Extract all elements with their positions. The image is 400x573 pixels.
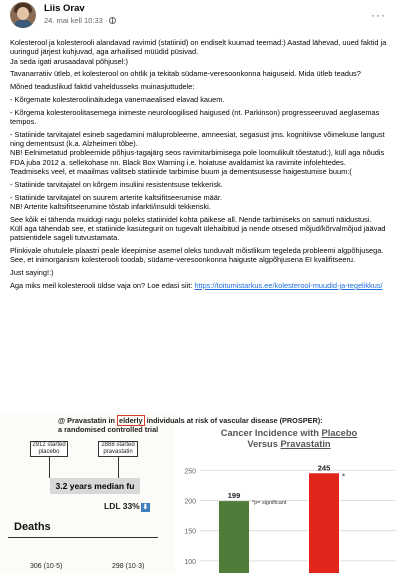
divider bbox=[8, 537, 158, 538]
pravastatin-box: 2888 started pravastatin bbox=[98, 441, 138, 457]
cancer-chart-panel bbox=[178, 425, 400, 573]
median-followup: 3.2 years median fu bbox=[50, 478, 140, 494]
paragraph: See kõik ei tähenda muidugi nagu poleks statiinidel kohta päikese all. Nende tarbimiseks on samuti näidustusi. Küll aga tähendab see, et statiinide kasutegurit on tugevalt ülehaibitud ja nende otsesed mõjud/kõrvalmõjud jäävad patsientidele sageli tutvustamata. bbox=[10, 214, 386, 243]
paragraph: - Kõrgemate kolesteroolinäitudega vanemaealised elavad kauem. bbox=[10, 94, 225, 104]
paragraph: - Statiinide tarvitajatel esineb sagedamini mäluprobleeme, amneesiat, segasust jms. kognitiivse võimekuse langust ning dementsust (k.a. Alzheimeri tõbe). NB! Eelnimetatud probleemide põhjus-tagajärg seos ravimitarbimisega pole loomulikult tõestatud:), küll aga nõudis FDA juba 2012 a. sellekohase nn. Black Box Warning i.e. hoiatuse avaldamist ka ravimite infolehtedes. Teadmiseks veel, et maailmas valitseb statiinide tarbimise buum ja dementsusesse haigestumise buum:( bbox=[10, 129, 385, 177]
deaths-placebo: 306 (10·5) bbox=[30, 563, 63, 570]
significance-note: *p= significant bbox=[252, 500, 287, 507]
connector-line bbox=[49, 457, 50, 478]
deaths-pravastatin: 298 (10·3) bbox=[112, 563, 145, 570]
link-prefix: Aga miks meil kolesterooli üldse vaja on? Loe edasi siit: bbox=[10, 281, 195, 291]
y-tick-label: 100 bbox=[184, 558, 196, 566]
placebo-box: 2912 started placebo bbox=[30, 441, 68, 457]
study-title-prefix: @ Pravastatin in bbox=[58, 416, 118, 425]
chart-title-pravastatin: Pravastatin bbox=[280, 439, 331, 449]
article-link[interactable]: https://toitumistarkus.ee/kolesterool-muudid-ja-tegelikkus/ bbox=[194, 281, 383, 291]
ldl-label: LDL 33% bbox=[104, 501, 140, 511]
significance-mark: * bbox=[342, 472, 346, 482]
paragraph: Just saying!:) bbox=[10, 268, 54, 278]
post-header bbox=[10, 2, 390, 32]
paragraph: Mõned teaduslikud faktid vaheldusseks muinasjuttudele: bbox=[10, 82, 195, 92]
more-options-icon[interactable]: ··· bbox=[371, 8, 386, 22]
meta-separator: · bbox=[104, 16, 108, 25]
paragraph: Plinkivale ohutulele plaastri peale kleepimise asemel oleks tunduvalt mõistlikum tegeleda probleemi algpõhjusega. See, et inimorganism kolesterooli toodab, südame-veresoonkonna haiguste algpõhjusena EI kvalifitseeru. bbox=[10, 246, 384, 265]
y-tick-label: 200 bbox=[184, 498, 196, 506]
deaths-label: Deaths bbox=[14, 521, 51, 533]
study-title-rest: individuals at risk of vascular disease (PROSPER): a randomised controlled trial bbox=[58, 416, 323, 434]
chart-title-placebo: Placebo bbox=[321, 428, 358, 438]
paragraph: - Kõrgema kolesteroolitasemega inimeste neuroloogilised haigused (nt. Parkinson) progresseeruvad aeglasemas tempos. bbox=[10, 107, 380, 127]
ldl-reduction bbox=[104, 501, 150, 512]
bar-pravastatin bbox=[309, 473, 339, 573]
study-title-highlight: elderly bbox=[119, 416, 143, 425]
paragraph: Kolesterool ja kolesterooli alandavad ravimid (statiinid) on endiselt kuumad teemad:) Aastad lähevad, uued faktid ja uuringud järjest kuhjuvad, aga arhailised müüdid püsivad. Ja seda igati arusaadaval põhjusel:) bbox=[10, 38, 387, 66]
data-label: 199 bbox=[227, 491, 241, 501]
paragraph: - Statiinide tarvitajatel on kõrgem insuliini resistentsuse tekkerisk. bbox=[10, 179, 223, 189]
post-meta bbox=[44, 16, 116, 25]
author-avatar[interactable] bbox=[10, 2, 36, 28]
chart-title-line1-prefix: Cancer Incidence with bbox=[220, 428, 322, 438]
down-arrow-icon: ⬇ bbox=[142, 504, 149, 511]
paragraph-with-link bbox=[10, 281, 394, 290]
bar-placebo bbox=[219, 501, 249, 573]
data-label: 245 bbox=[317, 463, 331, 473]
author-name[interactable]: Liis Orav bbox=[44, 3, 85, 14]
connector-line bbox=[118, 457, 119, 478]
globe-icon bbox=[109, 17, 116, 24]
paragraph: Tavanarratiiv ütleb, et kolesterool on ohtlik ja tekitab südame-veresoonkonna haiguseid. Mida ütleb teadus? bbox=[10, 69, 361, 79]
post-date[interactable]: 24. mai kell 10:33 bbox=[44, 16, 103, 25]
bar-chart bbox=[178, 425, 400, 573]
paragraph: - Statiinide tarvitajatel on suurem arterite kaltsifitseerumise määr. NB! Arterite kaltsifitseerumine tõstab infarkti/insuldi tekkeriski. bbox=[10, 192, 222, 211]
post-image[interactable] bbox=[0, 413, 400, 573]
y-tick-label: 150 bbox=[184, 528, 196, 536]
chart-title-line2-prefix: Versus bbox=[247, 439, 281, 449]
y-tick-label: 250 bbox=[184, 468, 196, 476]
post-text bbox=[10, 38, 394, 294]
